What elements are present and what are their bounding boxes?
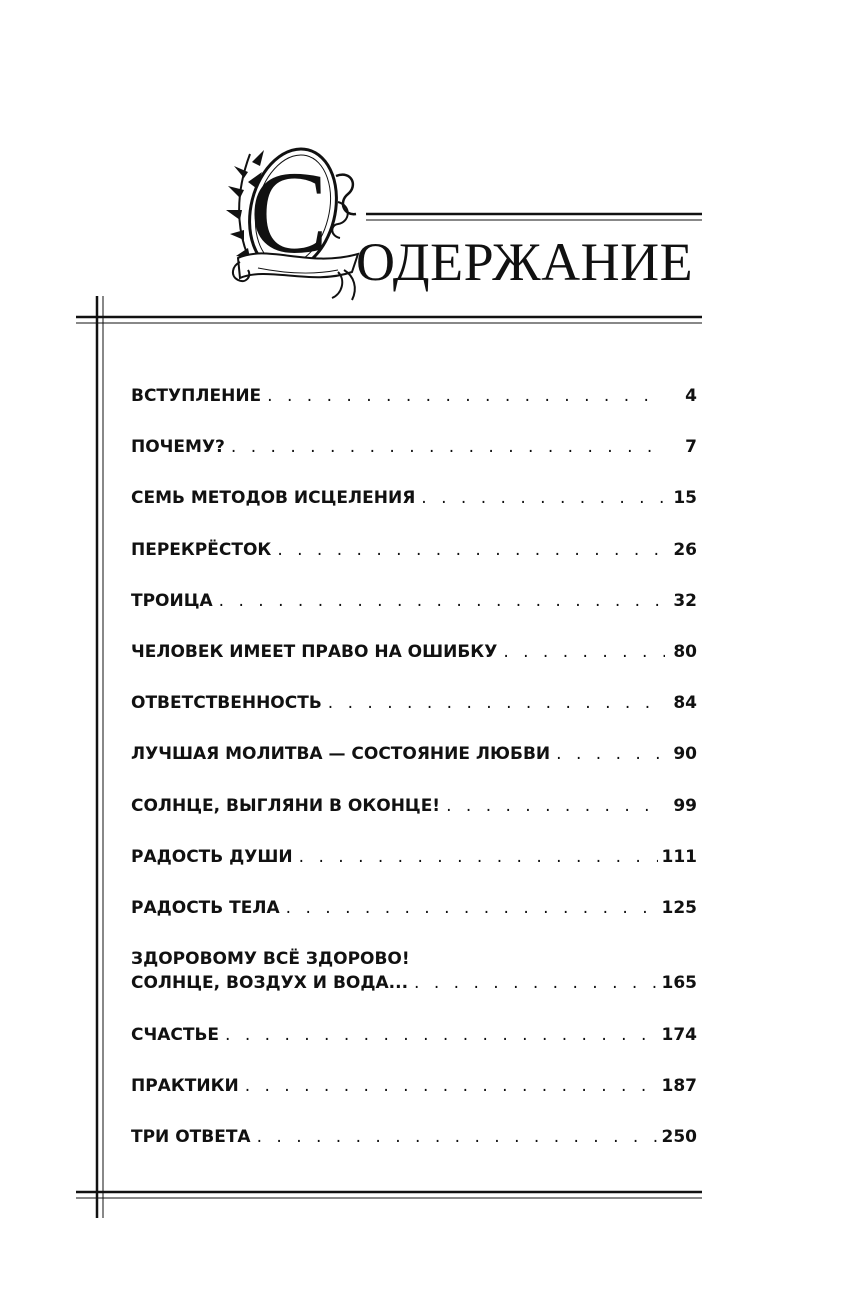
- toc-entry-page: 125: [661, 897, 697, 918]
- toc-entry-title: РАДОСТЬ ДУШИ: [131, 846, 293, 867]
- toc-entry-title: ЛУЧШАЯ МОЛИТВА — СОСТОЯНИЕ ЛЮБВИ: [131, 744, 551, 765]
- toc-entry[interactable]: [131, 435, 697, 486]
- ornamental-initial: [218, 132, 368, 312]
- toc-entry-page: 32: [673, 590, 697, 611]
- dot-leader: [267, 384, 665, 408]
- toc-entry-title: ПОЧЕМУ?: [131, 437, 225, 458]
- dot-leader: [219, 589, 665, 613]
- toc-entry[interactable]: [131, 794, 697, 845]
- toc-entry-page: 7: [685, 437, 697, 458]
- toc-entry-page: 250: [661, 1127, 697, 1148]
- toc-entry[interactable]: [131, 384, 697, 435]
- dot-leader: [414, 971, 657, 995]
- toc-entry[interactable]: [131, 589, 697, 640]
- toc-entry-title: СЕМЬ МЕТОДОВ ИСЦЕЛЕНИЯ: [131, 488, 416, 509]
- toc-entry-page: 165: [661, 973, 697, 994]
- dot-leader: [421, 486, 665, 510]
- toc-entry-page: 90: [673, 744, 697, 765]
- toc-entry-page: 80: [673, 641, 697, 662]
- toc-entry-title: ПРАКТИКИ: [131, 1076, 239, 1097]
- toc-entry-title: ВСТУПЛЕНИЕ: [131, 386, 262, 406]
- toc-entry-title: ПЕРЕКРЁСТОК: [131, 539, 272, 560]
- toc-entry-title: ТРИ ОТВЕТА: [131, 1127, 251, 1148]
- dot-leader: [503, 640, 665, 664]
- toc-entry-title: ТРОИЦА: [131, 590, 213, 611]
- dot-leader: [277, 538, 665, 562]
- toc-entry-page: 26: [673, 539, 697, 560]
- dot-leader: [245, 1074, 658, 1098]
- toc-entry[interactable]: [131, 845, 697, 896]
- dot-leader: [556, 742, 665, 766]
- dot-leader: [257, 1125, 658, 1149]
- dot-leader: [446, 794, 665, 818]
- toc-entry[interactable]: [131, 538, 697, 589]
- dot-leader: [225, 1023, 657, 1047]
- toc-entry[interactable]: [131, 1023, 697, 1074]
- toc-entry[interactable]: [131, 742, 697, 793]
- toc-entry[interactable]: [131, 486, 697, 537]
- toc-entry-page: 174: [661, 1025, 697, 1046]
- dot-leader: [231, 435, 665, 459]
- toc-entry-page: 15: [673, 488, 697, 509]
- toc-entry-page: 84: [673, 693, 697, 714]
- toc-entry[interactable]: [131, 896, 697, 947]
- table-of-contents: [131, 384, 697, 1177]
- toc-entry[interactable]: [131, 640, 697, 691]
- toc-entry-page: 99: [673, 795, 697, 816]
- toc-entry[interactable]: [131, 691, 697, 742]
- toc-entry-page: 187: [661, 1076, 697, 1097]
- toc-entry[interactable]: [131, 1074, 697, 1125]
- toc-entry-title: СЧАСТЬЕ: [131, 1025, 220, 1046]
- toc-entry[interactable]: [131, 947, 697, 1023]
- toc-entry[interactable]: [131, 1125, 697, 1176]
- dot-leader: [299, 845, 658, 869]
- page-title: ОДЕРЖАНИЕ: [356, 232, 694, 292]
- toc-entry-title: РАДОСТЬ ТЕЛА: [131, 897, 280, 918]
- dot-leader: [328, 691, 665, 715]
- toc-entry-title: СОЛНЦЕ, ВЫГЛЯНИ В ОКОНЦЕ!: [131, 795, 441, 816]
- toc-entry-title-line-2: СОЛНЦЕ, ВОЗДУХ И ВОДА...: [131, 973, 409, 994]
- toc-entry-title: ЧЕЛОВЕК ИМЕЕТ ПРАВО НА ОШИБКУ: [131, 641, 498, 662]
- dot-leader: [286, 896, 658, 920]
- title-initial-letter: С: [249, 147, 329, 278]
- toc-entry-title: ОТВЕТСТВЕННОСТЬ: [131, 693, 322, 714]
- toc-entry-page: 4: [685, 386, 697, 406]
- toc-entry-page: 111: [661, 846, 697, 867]
- toc-entry-title: ЗДОРОВОМУ ВСЁ ЗДОРОВО!: [131, 949, 410, 970]
